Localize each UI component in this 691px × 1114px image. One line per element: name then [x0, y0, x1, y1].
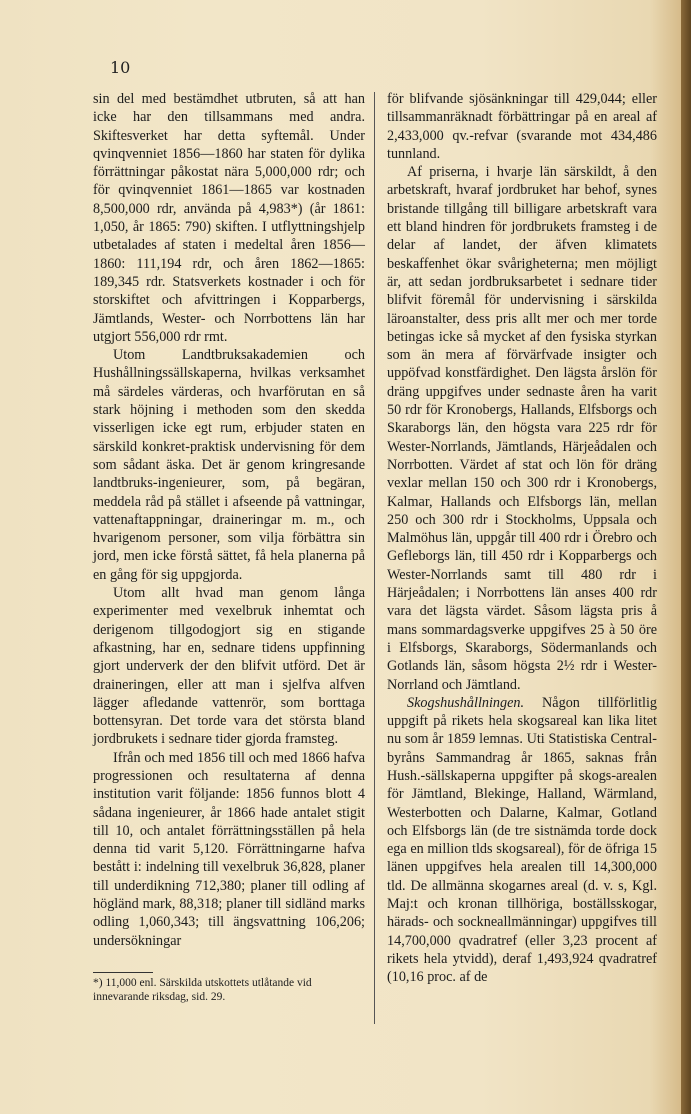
page-number: 10	[110, 58, 131, 77]
paragraph: Af priserna, i hvarje län särskildt, å den arbetskraft, hvaraf jordbruket har behof, synes bristande tillgång till billigare arbetskraft vara ett bland hindren för jordbrukets framsteg i de delar af landet, der äfven klimatets beskaffenhet ökar svårigheterna; men möjligt är, att sedan jordbruksarbetet i sednare tider blifvit föremål för undervisning i särskilda läroanstalter, dess pris allt mer och mer torde betingas icke så mycket af den fysiska styrkan som än mera af förvärfvade insigter och uppöfvad konstfärdighet. Den lägsta årslön för dräng uppgifves under sednaste åren ha varit 50 rdr för Kronobergs, Hallands, Elfsborgs och Skaraborgs län, den högsta vara 225 rdr för Wester-Norrlands, Jämtlands, Härjeådalen och Norrbotten. Värdet af stat och lön för dräng vexlar mellan 150 och 300 rdr i Kronobergs, Kalmar, Hallands och Elfsborgs län, mellan 250 och 300 rdr i Stockholms, Uppsala och Malmöhus län, uppgår till 400 rdr i Örebro och Gefleborgs län, till 450 rdr i Kopparbergs och Wester-Norrlands samt till 480 rdr i Härjeådalen; i Norrbottens län anses 400 rdr vara det lägsta värdet. Såsom lägsta pris å mans sommardagsverke uppgifves 25 à 50 öre i Elfsborgs, Skaraborgs, Södermanlands och Gotlands län, såsom högsta 2½ rdr i Wester-Norrland och Jämtland.	[387, 164, 657, 693]
paragraph: Utom allt hvad man genom långa experimenter med vexelbruk inhemtat och derigenom tillgodogjort sig en stigande afkastning, har en, sednare tidens uppfinning gjort underverk der den blifvit utförd. Det är draineringen, eller att man i sjelfva alfven lägger afledande vattenrör, som borttaga bottensyran. Det torde vara det största bland jordbrukets i sednare tider gjorda framsteg.	[93, 585, 365, 748]
paragraph: Ifrån och med 1856 till och med 1866 hafva progressionen och resultaterna af denna institution varit följande: 1856 funnos blott 4 sådana ingenieurer, år 1866 hade antalet stigit till 10, och antalet förrättningsställen på hela denna tid varit 5,120. Förrättningarne hafva bestått i: indelning till vexelbruk 36,828, planer till underdikning 712,380; planer till odling af högländ mark, 88,318; planer till sidländ marks odling 1,060,343; till ängsvattning 106,206; undersökningar	[93, 749, 365, 949]
paragraph	[387, 694, 657, 987]
paragraph: Utom Landtbruksakademien och Hushållningssällskaperna, hvilkas verksamhet må särdeles värderas, och hvarförutan en så stark höjning i methoden som den skedda visserligen icke egt rum, erbjuder staten en särskild konkret-praktisk undervisning för dem som sådant äska. Det är genom kringresande landtbruks-ingenieurer, som, på begäran, meddela råd på stället i afseende på vattningar, vattenaftappningar, draineringar m. m., och hvarigenom personer, som vilja förbättra sin jord, men icke förstå sättet, få hela planerna på en gång för sig uppgjorda.	[93, 347, 365, 583]
right-column	[387, 90, 657, 987]
paragraph: sin del med bestämdhet utbruten, så att han icke har den tillsammans med andra. Skiftesverket har detta syftemål. Under qvinqvenniet 1856—1860 har staten för dylika förrättningar påkostat nära 5,000,000 rdr; och för qvinqvenniet 1861—1865 var kostnaden 8,500,000 rdr, använda på 4,983*) (år 1861: 1,050, år 1865: 790) skiften. I utflyttningshjelp utbetalades af staten i medeltal åren 1856—1860: 111,194 rdr, och åren 1862—1865: 189,345 rdr. Statsverkets kostnader i och för storskiftet och afvittringen i Kopparbergs, Jämtlands, Wester- och Norrbottens län har utgjort 556,000 rdr rmt.	[93, 91, 365, 345]
book-spine	[681, 0, 691, 1114]
left-column	[93, 90, 365, 950]
paragraph-text: Någon tillförlitlig uppgift på rikets hela skogsareal kan lika litet nu som år 1859 lemnas. Uti Statistiska Central-byråns Sammandrag år 1865, saknas från Hush.-sällskaperna uppgifter på skogs-arealen för Jämtland, Blekinge, Halland, Wärmland, Westerbotten och Dalarne, Kalmar, Gotland och Elfsborgs län (de tre sistnämda torde dock ega en million tlds skogsareal), för de öfriga 15 länen uppgifves hela arealen till 14,300,000 tld. De allmänna skogarnes areal (d. v. s, Kgl. Maj:t och kronan tillhöriga, boställsskogar, härads- och sockneallmänningar) uppgifves till 14,700,000 qvadratref (eller 3,23 procent af rikets hela ytvidd), deraf 1,493,924 qvadratref (10,16 proc. af de	[387, 694, 657, 986]
footnote-divider	[93, 972, 153, 973]
paragraph: för blifvande sjösänkningar till 429,044; eller tillsammanräknadt förbättringar på en areal af 2,433,000 qv.-refvar (svarande mot 434,486 tunnland.	[387, 91, 657, 162]
footnote: *) 11,000 enl. Särskilda utskottets utlåtande vid innevarande riksdag, sid. 29.	[93, 977, 312, 1003]
column-divider	[374, 92, 375, 1024]
section-heading: Skogshushållningen.	[407, 694, 525, 711]
